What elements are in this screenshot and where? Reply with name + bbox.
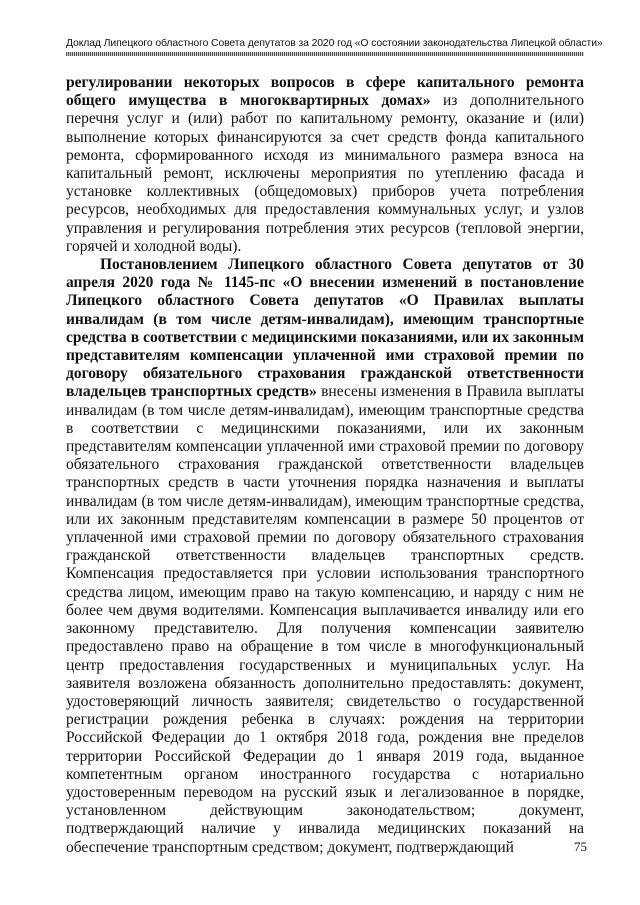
page-number: 75 (574, 839, 587, 854)
paragraph-resolution (66, 256, 584, 857)
body-text (66, 74, 584, 857)
paragraph-2-bold: Постановлением Липецкого областного Совета депутатов от 30 апреля 2020 года № 1145-пс «О внесении изменений в постановление Липецкого областного Совета депутатов «О Правилах выплаты инвалидам (в том числе детям-инвалидам), имеющим транспортные средства в соответствии с медицинскими показаниями, или их законным представителям компенсации уплаченной ими страховой премии по договору обязательного страхования гражданской ответственности владельцев транспортных средств» (66, 256, 584, 401)
paragraph-1-text: из дополнительного перечня услуг и (или) работ по капитальному ремонту, оказание и (или) выполнение которых финансируются за счет средств фонда капитального ремонта, сформированного исходя из минимального размера взноса на капитальный ремонт, исключены мероприятия по утеплению фасада и установке коллективных (общедомовых) приборов учета потребления ресурсов, необходимых для предоставления коммунальных услуг, и узлов управления и регулирования потребления этих ресурсов (тепловой энергии, горячей и холодной воды). (66, 92, 584, 255)
paragraph-2-text: внесены изменения в Правила выплаты инвалидам (в том числе детям-инвалидам), имеющим транспортные средства в соответствии с медицинскими показаниями, или их законным представителям компенсации уплаченной ими страховой премии по договору обязательного страхования гражданской ответственности владельцев транспортных средств в части уточнения порядка назначения и выплаты инвалидам (в том числе детям-инвалидам), имеющим транспортные средства, или их законным представителям компенсации в размере 50 процентов от уплаченной ими страховой премии по договору обязательного страхования гражданской ответственности владельцев транспортных средств. Компенсация предоставляется при условии использования транспортного средства лицом, имеющим право на такую компенсацию, и наряду с ним не более чем двумя водителями. Компенсация выплачивается инвалиду или его законному представителю. Для получения компенсации заявителю предоставлено право на обращение в том числе в многофункциональный центр предоставления государственных и муниципальных услуг. На заявителя возложена обязанность дополнительно предоставлять: документ, удостоверяющий личность заявителя; свидетельство о государственной регистрации рождения ребенка в случаях: рождения на территории Российской Федерации до 1 октября 2018 года, рождения вне пределов территории Российской Федерации до 1 января 2019 года, выданное компетентным органом иностранного государства с нотариально удостоверенным переводом на русский язык и легализованное в порядке, установленном действующим законодательством; документ, подтверждающий наличие у инвалида медицинских показаний на обеспечение транспортным средством; документ, подтверждающий (66, 383, 584, 856)
paragraph-continuation (66, 74, 584, 256)
header-divider (66, 52, 584, 56)
running-header: Доклад Липецкого областного Совета депутатов за 2020 год «О состоянии законодательства Липецкой области» (66, 38, 603, 49)
paragraph-1-bold: регулировании некоторых вопросов в сфере капитального ремонта общего имущества в многоквартирных домах» (66, 74, 584, 110)
